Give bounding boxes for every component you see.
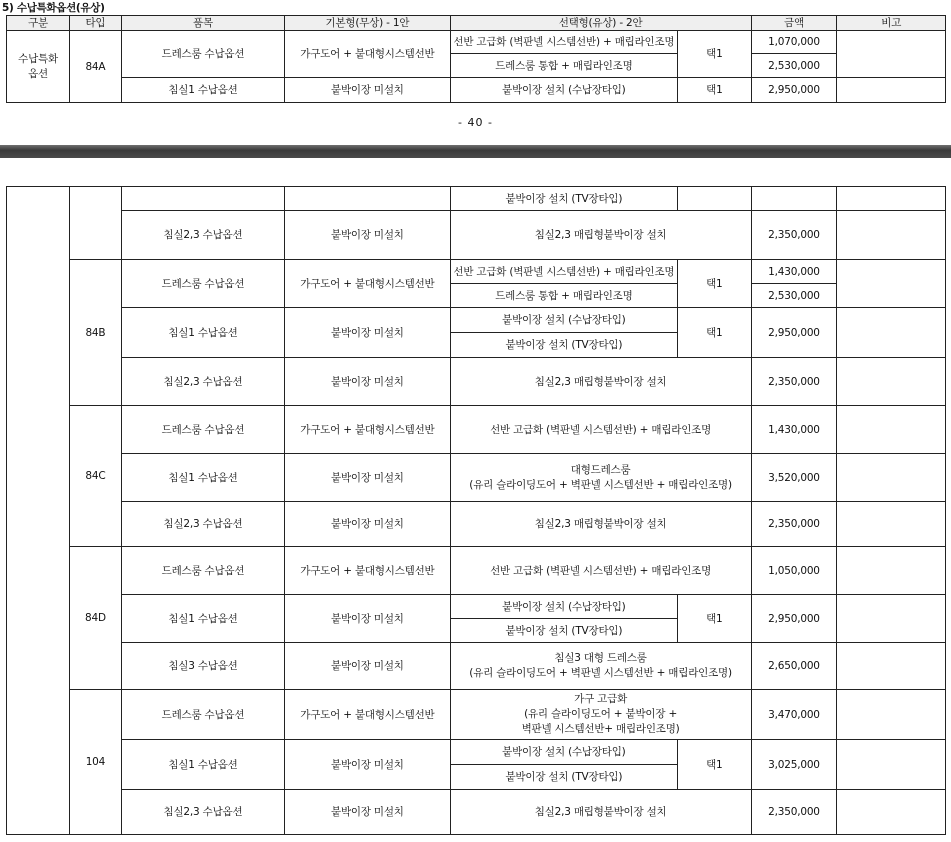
note-cell xyxy=(837,740,946,790)
option-line: (유리 슬라이딩도어 + 붙박이장 + xyxy=(524,708,678,720)
item-cell: 침실2,3 수납옵션 xyxy=(121,211,284,260)
option-line: (유리 슬라이딩도어 + 벽판넬 시스템선반 + 매립라인조명) xyxy=(469,478,732,491)
note-cell xyxy=(837,78,946,103)
table-row xyxy=(7,547,946,595)
header-price: 금액 xyxy=(751,16,837,31)
basic-cell: 가구도어 + 붙대형시스템선반 xyxy=(285,547,450,595)
basic-cell: 가구도어 + 붙대형시스템선반 xyxy=(285,31,450,78)
basic-cell: 붙박이장 미설치 xyxy=(285,740,450,790)
price-cell: 1,050,000 xyxy=(751,547,837,595)
option-line: 침실3 대형 드레스룸 xyxy=(554,652,647,664)
header-item: 품목 xyxy=(121,16,284,31)
note-cell xyxy=(837,187,946,211)
option-cell xyxy=(450,690,751,740)
price-cell: 1,430,000 xyxy=(751,260,837,284)
table-row xyxy=(7,406,946,454)
table-row xyxy=(7,790,946,835)
item-cell xyxy=(121,187,284,211)
option-cell: 드레스룸 통합 + 매립라인조명 xyxy=(450,284,678,308)
note-cell xyxy=(837,308,946,358)
storage-option-table-part2 xyxy=(6,186,946,835)
choice-cell: 택1 xyxy=(678,260,751,308)
table-row xyxy=(7,187,946,211)
price-cell: 2,530,000 xyxy=(751,54,837,78)
item-cell: 드레스룸 수납옵션 xyxy=(121,690,284,740)
note-cell xyxy=(837,260,946,308)
table-row xyxy=(7,595,946,619)
table-row xyxy=(7,690,946,740)
option-cell: 선반 고급화 (벽판넬 시스템선반) + 매립라인조명 xyxy=(450,406,751,454)
option-cell xyxy=(450,643,751,690)
choice-cell: 택1 xyxy=(678,78,751,103)
option-cell: 침실2,3 매립형붙박이장 설치 xyxy=(450,790,751,835)
note-cell xyxy=(837,502,946,547)
category-cell xyxy=(7,31,70,103)
choice-cell xyxy=(678,187,751,211)
table-row xyxy=(7,308,946,333)
item-cell: 드레스룸 수납옵션 xyxy=(121,31,284,78)
basic-cell: 붙박이장 미설치 xyxy=(285,595,450,643)
note-cell xyxy=(837,790,946,835)
basic-cell: 붙박이장 미설치 xyxy=(285,211,450,260)
basic-cell: 붙박이장 미설치 xyxy=(285,502,450,547)
basic-cell: 붙박이장 미설치 xyxy=(285,454,450,502)
type-cell xyxy=(70,187,122,260)
note-cell xyxy=(837,454,946,502)
storage-option-table-part1 xyxy=(6,15,946,103)
option-cell: 드레스룸 통합 + 매립라인조명 xyxy=(450,54,678,78)
option-cell: 붙박이장 설치 (TV장타입) xyxy=(450,765,678,790)
type-cell: 84A xyxy=(70,31,122,103)
price-cell: 3,520,000 xyxy=(751,454,837,502)
choice-cell: 택1 xyxy=(678,595,751,643)
category-cell xyxy=(7,187,70,835)
table-row xyxy=(7,358,946,406)
table-row xyxy=(7,260,946,284)
basic-cell: 가구도어 + 붙대형시스템선반 xyxy=(285,690,450,740)
basic-cell xyxy=(285,187,450,211)
item-cell: 침실2,3 수납옵션 xyxy=(121,358,284,406)
price-cell: 2,350,000 xyxy=(751,358,837,406)
option-cell: 붙박이장 설치 (수납장타입) xyxy=(450,740,678,765)
header-note: 비고 xyxy=(837,16,946,31)
option-line: 대형드레스룸 xyxy=(570,463,631,476)
item-cell: 드레스룸 수납옵션 xyxy=(121,260,284,308)
table-row xyxy=(7,211,946,260)
item-cell: 침실3 수납옵션 xyxy=(121,643,284,690)
option-cell: 선반 고급화 (벽판넬 시스템선반) + 매립라인조명 xyxy=(450,31,678,54)
item-cell: 침실1 수납옵션 xyxy=(121,740,284,790)
option-cell: 붙박이장 설치 (TV장타입) xyxy=(450,619,678,643)
item-cell: 침실1 수납옵션 xyxy=(121,308,284,358)
option-cell: 침실2,3 매립형붙박이장 설치 xyxy=(450,211,751,260)
option-cell: 침실2,3 매립형붙박이장 설치 xyxy=(450,502,751,547)
choice-cell: 택1 xyxy=(678,31,751,78)
note-cell xyxy=(837,595,946,643)
price-cell xyxy=(751,187,837,211)
type-cell: 104 xyxy=(70,690,122,835)
item-cell: 침실2,3 수납옵션 xyxy=(121,790,284,835)
price-cell: 1,070,000 xyxy=(751,31,837,54)
type-cell: 84D xyxy=(70,547,122,690)
price-cell: 3,470,000 xyxy=(751,690,837,740)
price-cell: 2,350,000 xyxy=(751,211,837,260)
choice-cell: 택1 xyxy=(678,740,751,790)
note-cell xyxy=(837,406,946,454)
option-cell: 선반 고급화 (벽판넬 시스템선반) + 매립라인조명 xyxy=(450,260,678,284)
section-title: 5) 수납특화옵션(유상) xyxy=(2,2,105,14)
price-cell: 2,950,000 xyxy=(751,78,837,103)
option-line: (유리 슬라이딩도어 + 벽판넬 시스템선반 + 매립라인조명) xyxy=(469,667,732,679)
basic-cell: 붙박이장 미설치 xyxy=(285,643,450,690)
header-basic: 기본형(무상) - 1안 xyxy=(285,16,450,31)
basic-cell: 붙박이장 미설치 xyxy=(285,78,450,103)
type-cell: 84C xyxy=(70,406,122,547)
note-cell xyxy=(837,358,946,406)
option-cell xyxy=(450,454,751,502)
price-cell: 3,025,000 xyxy=(751,740,837,790)
header-select: 선택형(유상) - 2안 xyxy=(450,16,751,31)
option-cell: 선반 고급화 (벽판넬 시스템선반) + 매립라인조명 xyxy=(450,547,751,595)
table-row xyxy=(7,78,946,103)
basic-cell: 붙박이장 미설치 xyxy=(285,308,450,358)
option-line: 가구 고급화 xyxy=(574,693,628,705)
table-row xyxy=(7,740,946,765)
header-row xyxy=(7,16,946,31)
note-cell xyxy=(837,31,946,78)
header-category: 구분 xyxy=(7,16,70,31)
basic-cell: 붙박이장 미설치 xyxy=(285,358,450,406)
option-cell: 붙박이장 설치 (수납장타입) xyxy=(450,595,678,619)
item-cell: 침실2,3 수납옵션 xyxy=(121,502,284,547)
category-label-line2: 옵션 xyxy=(28,67,48,80)
table-row xyxy=(7,643,946,690)
basic-cell: 가구도어 + 붙대형시스템선반 xyxy=(285,260,450,308)
note-cell xyxy=(837,211,946,260)
header-type: 타입 xyxy=(70,16,122,31)
note-cell xyxy=(837,690,946,740)
basic-cell: 가구도어 + 붙대형시스템선반 xyxy=(285,406,450,454)
price-cell: 1,430,000 xyxy=(751,406,837,454)
category-label-line1: 수납특화 xyxy=(18,52,58,65)
option-cell: 붙박이장 설치 (TV장타입) xyxy=(450,333,678,358)
note-cell xyxy=(837,643,946,690)
price-cell: 2,350,000 xyxy=(751,790,837,835)
price-cell: 2,950,000 xyxy=(751,595,837,643)
table-row xyxy=(7,454,946,502)
type-cell: 84B xyxy=(70,260,122,406)
page-number: - 40 - xyxy=(458,116,493,129)
price-cell: 2,530,000 xyxy=(751,284,837,308)
table-row xyxy=(7,31,946,54)
option-line: 벽판넬 시스템선반+ 매립라인조명) xyxy=(521,723,680,735)
table-row xyxy=(7,502,946,547)
item-cell: 침실1 수납옵션 xyxy=(121,454,284,502)
option-cell: 붙박이장 설치 (수납장타입) xyxy=(450,308,678,333)
option-cell: 붙박이장 설치 (수납장타입) xyxy=(450,78,678,103)
price-cell: 2,350,000 xyxy=(751,502,837,547)
option-cell: 침실2,3 매립형붙박이장 설치 xyxy=(450,358,751,406)
item-cell: 드레스룸 수납옵션 xyxy=(121,406,284,454)
item-cell: 침실1 수납옵션 xyxy=(121,595,284,643)
choice-cell: 택1 xyxy=(678,308,751,358)
option-cell: 붙박이장 설치 (TV장타입) xyxy=(450,187,678,211)
note-cell xyxy=(837,547,946,595)
basic-cell: 붙박이장 미설치 xyxy=(285,790,450,835)
price-cell: 2,650,000 xyxy=(751,643,837,690)
page-separator xyxy=(0,145,951,158)
item-cell: 침실1 수납옵션 xyxy=(121,78,284,103)
item-cell: 드레스룸 수납옵션 xyxy=(121,547,284,595)
price-cell: 2,950,000 xyxy=(751,308,837,358)
